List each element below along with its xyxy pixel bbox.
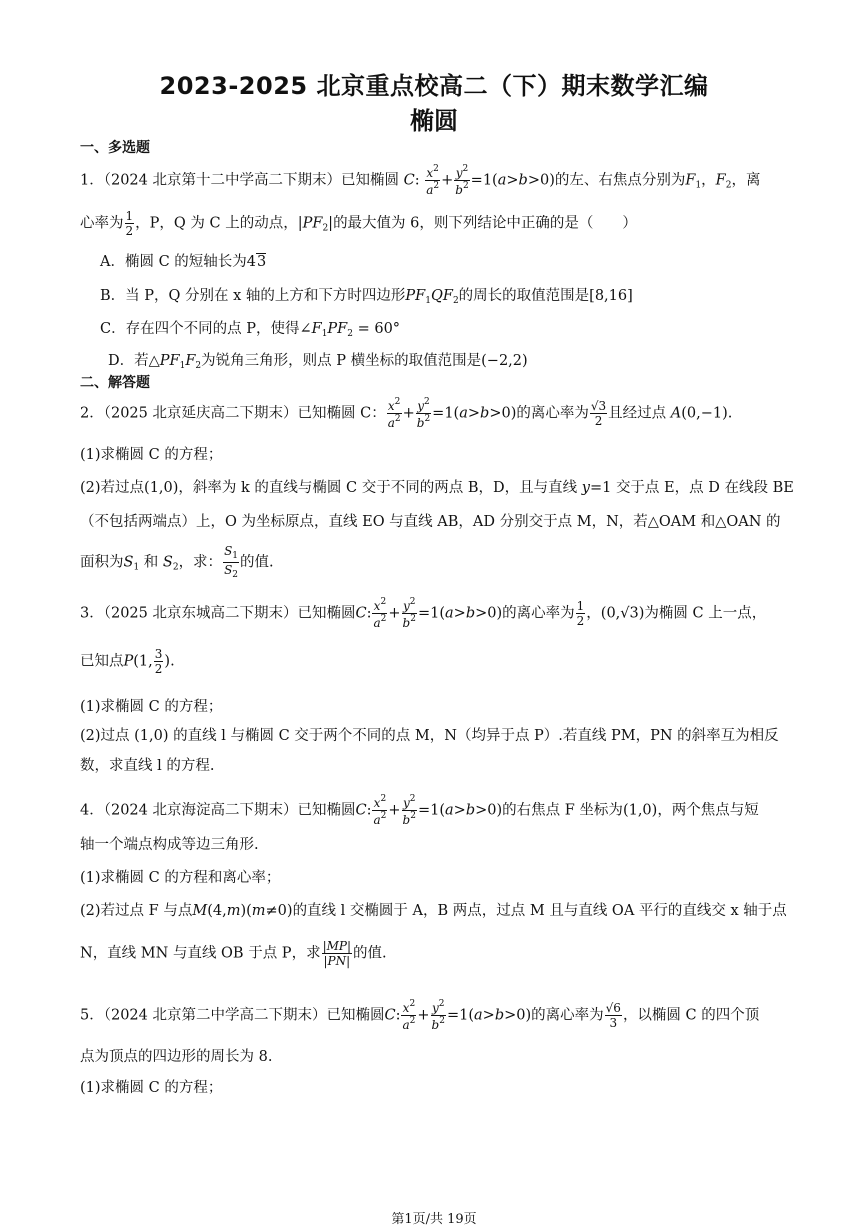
question-3-part-2-line-2: 数，求直线 l 的方程. (80, 758, 215, 774)
question-5-part-1: (1)求椭圆 C 的方程； (80, 1080, 223, 1096)
equation-fraction: $\frac{x^2}{a^2}$ (426, 164, 440, 197)
question-2-part-2-line-1: (2)若过点(1,0)，斜率为 k 的直线与椭圆 C 交于不同的两点 B，D，且与直线 y=1 交于点 E，点 D 在线段 BE (80, 480, 794, 496)
page-number: 第1页/共 19页 (391, 1212, 477, 1227)
question-4-line-1: 4．（2024 北京海淀高二下期末）已知椭圆C: $\frac{x^2}{a^2}$ + $\frac{y^2}{b^2}$ =1(a>b>0)的右焦点 F 坐标为(1,0)，两个焦点与短 (80, 794, 759, 827)
question-3-line-1: 3．（2025 北京东城高二下期末）已知椭圆C: $\frac{x^2}{a^2}$ + $\frac{y^2}{b^2}$ =1(a>b>0)的离心率为 $\frac{1}{2}$ ，(0,√3)为椭圆 C 上一点， (80, 597, 767, 630)
question-4-part-2-line-1: (2)若过点 F 与点M(4,m)(m≠0)的直线 l 交椭圆于 A，B 两点，过点 M 且与直线 OA 平行的直线交 x 轴于点 (80, 903, 787, 919)
question-3-part-1: (1)求椭圆 C 的方程； (80, 699, 223, 715)
question-3-part-2-line-1: (2)过点 (1,0) 的直线 l 与椭圆 C 交于两个不同的点 M，N（均异于点 P）.若直线 PM，PN 的斜率互为相反 (80, 728, 779, 744)
question-1-option-d: D．若$\triangle PF_1F_2$为锐角三角形，则点 P 横坐标的取值范围是(−2,2) (108, 353, 528, 371)
question-5-line-2: 点为顶点的四边形的周长为 8. (80, 1049, 273, 1065)
question-3-line-2: 已知点P(1, $\frac{3}{2}$ ). (80, 647, 175, 676)
question-1-option-b: B．当 P，Q 分别在 x 轴的上方和下方时四边形$PF_1QF_2$的周长的取值范围是[8,16] (100, 288, 633, 306)
question-4-part-2-line-2: N，直线 MN 与直线 OB 于点 P，求 $\frac{|MP|}{|PN|}$ 的值. (80, 939, 387, 968)
question-2-line-1: 2．（2025 北京延庆高二下期末）已知椭圆 C： $\frac{x^2}{a^2}$ + $\frac{y^2}{b^2}$ =1(a>b>0)的离心率为 $\frac{√3}{2}$ 且经过点 A(0,−1). (80, 397, 733, 430)
question-2-part-1: (1)求椭圆 C 的方程； (80, 447, 223, 463)
question-4-line-2: 轴一个端点构成等边三角形. (80, 837, 259, 853)
question-1-option-a: A．椭圆 C 的短轴长为43 (100, 254, 267, 270)
document-subtitle: 椭圆 (410, 107, 458, 135)
question-1-line-1: 1．（2024 北京第十二中学高二下期末）已知椭圆 C: $\frac{x^2}{a^2}$ + $\frac{y^2}{b^2}$ =1(a>b>0)的左、右焦点分别为$F_1$，$F_2$，离 (80, 164, 761, 197)
section-heading-multiple-choice: 一、多选题 (80, 140, 150, 156)
document-title: 2023-2025 北京重点校高二（下）期末数学汇编 (159, 72, 709, 100)
section-heading-problems: 二、解答题 (80, 375, 150, 391)
question-2-part-2-line-3: 面积为$S_1$ 和 $S_2$，求： $\frac{S_1}{S_2}$ 的值. (80, 544, 274, 580)
question-1-option-c: C．存在四个不同的点 P，使得$\angle F_1PF_2 = 60^\circ$ (100, 321, 401, 339)
question-2-part-2-line-2: （不包括两端点）上，O 为坐标原点，直线 EO 与直线 AB，AD 分别交于点 M，N，若△OAM 和△OAN 的 (80, 514, 781, 530)
question-1-line-2: 心率为 $\frac{1}{2}$ ，P，Q 为 C 上的动点，$|PF_2|$的最大值为 6，则下列结论中正确的是（ ） (80, 209, 637, 238)
question-4-part-1: (1)求椭圆 C 的方程和离心率； (80, 870, 281, 886)
question-5-line-1: 5．（2024 北京第二中学高二下期末）已知椭圆C: $\frac{x^2}{a^2}$ + $\frac{y^2}{b^2}$ =1(a>b>0)的离心率为 $\frac{√6}{3}$ ，以椭圆 C 的四个顶 (80, 999, 760, 1032)
